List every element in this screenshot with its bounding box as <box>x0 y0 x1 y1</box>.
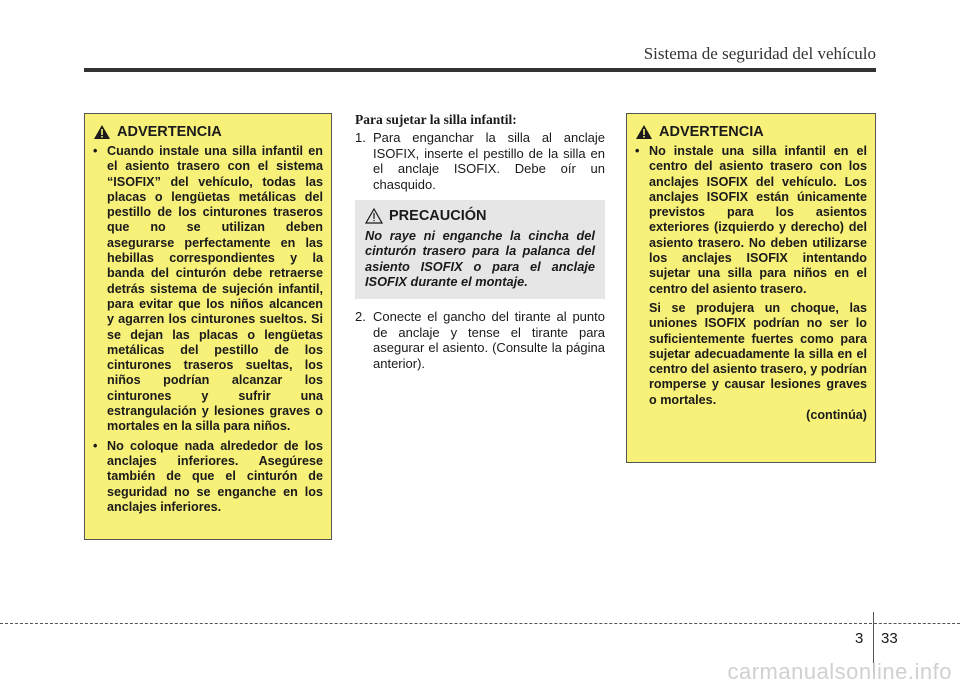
step-1-number: 1. <box>355 130 366 145</box>
right-warning-box <box>626 113 876 463</box>
step-2 <box>355 309 605 371</box>
caution-title-row <box>365 208 595 224</box>
page-number: 33 <box>881 630 898 647</box>
left-warning-list <box>93 144 323 515</box>
middle-column <box>355 112 605 371</box>
left-warning-title-row <box>93 124 323 140</box>
right-warning-title: ADVERTENCIA <box>659 124 764 140</box>
caution-title: PRECAUCIÓN <box>389 208 487 224</box>
step-1 <box>355 130 605 192</box>
middle-subheading: Para sujetar la silla infantil: <box>355 112 517 127</box>
step-2-text: Conecte el gancho del tirante al punto de anclaje y tense el tirante para asegurar el asiento. (Consulte la página anterior). <box>373 309 605 371</box>
left-warning-box <box>84 113 332 540</box>
watermark: carmanualsonline.info <box>727 659 952 684</box>
page-header-title: Sistema de seguridad del vehículo <box>643 44 876 63</box>
caution-triangle-icon <box>365 208 383 224</box>
continued-label: (continúa) <box>806 408 867 423</box>
caution-box <box>355 200 605 299</box>
right-warning-item: • No instale una silla infantil en el centro del asiento trasero con los anclajes ISOFIX del vehículo. Los anclajes ISOFIX están únicamente previstos para los asientos exteriores (izquierdo y derecho) del asiento trasero. No deben utilizarse los anclajes ISOFIX intentando sujetar una silla para niños en el centro del asiento trasero. <box>635 144 867 297</box>
right-warning-paragraph: Si se produjera un choque, las uniones ISOFIX podrían no ser lo suficientemente fuertes como para sujetar adecuadamente la silla en el centro del asiento trasero, y podrían romperse y causar lesiones graves o mortales. <box>649 300 867 407</box>
footer-rule <box>0 623 872 624</box>
footer-rule-right <box>874 623 960 624</box>
right-warning-title-row <box>635 124 867 140</box>
header-rule <box>84 68 876 72</box>
section-number: 3 <box>855 630 864 647</box>
warning-triangle-icon <box>635 124 653 140</box>
left-warning-item-2: • No coloque nada alrededor de los anclajes inferiores. Asegúrese también de que el cinturón de seguridad no se enganche en los anclajes inferiores. <box>93 439 323 515</box>
left-warning-item-1: • Cuando instale una silla infantil en el asiento trasero con el sistema “ISOFIX” del vehículo, todas las placas o lengüetas metálicas del pestillo de los cinturones traseros que no se utilizan deben asegurarse perfectamente en las hebillas correspondientes y la banda del cinturón debe retraerse detrás sistema de sujeción infantil, para evitar que los niños alcancen y agarren los cinturones sueltos. Si se dejan las placas o lengüetas metálicas del pestillo de los cinturones traseros sueltas, los niños podrían alcanzar los cinturones y sufrir una estrangulación y lesiones graves o mortales en la silla para niños. <box>93 144 323 435</box>
step-2-number: 2. <box>355 309 366 325</box>
right-warning-list <box>635 144 867 297</box>
warning-triangle-icon <box>93 124 111 140</box>
step-1-text: Para enganchar la silla al anclaje ISOFIX, inserte el pestillo de la silla en el anclaje ISOFIX. Debe oír un chasquido. <box>373 130 605 192</box>
caution-text: No raye ni enganche la cincha del cinturón trasero para la palanca del asiento ISOFIX o para el anclaje ISOFIX durante el montaje. <box>365 228 595 289</box>
left-warning-title: ADVERTENCIA <box>117 124 222 140</box>
